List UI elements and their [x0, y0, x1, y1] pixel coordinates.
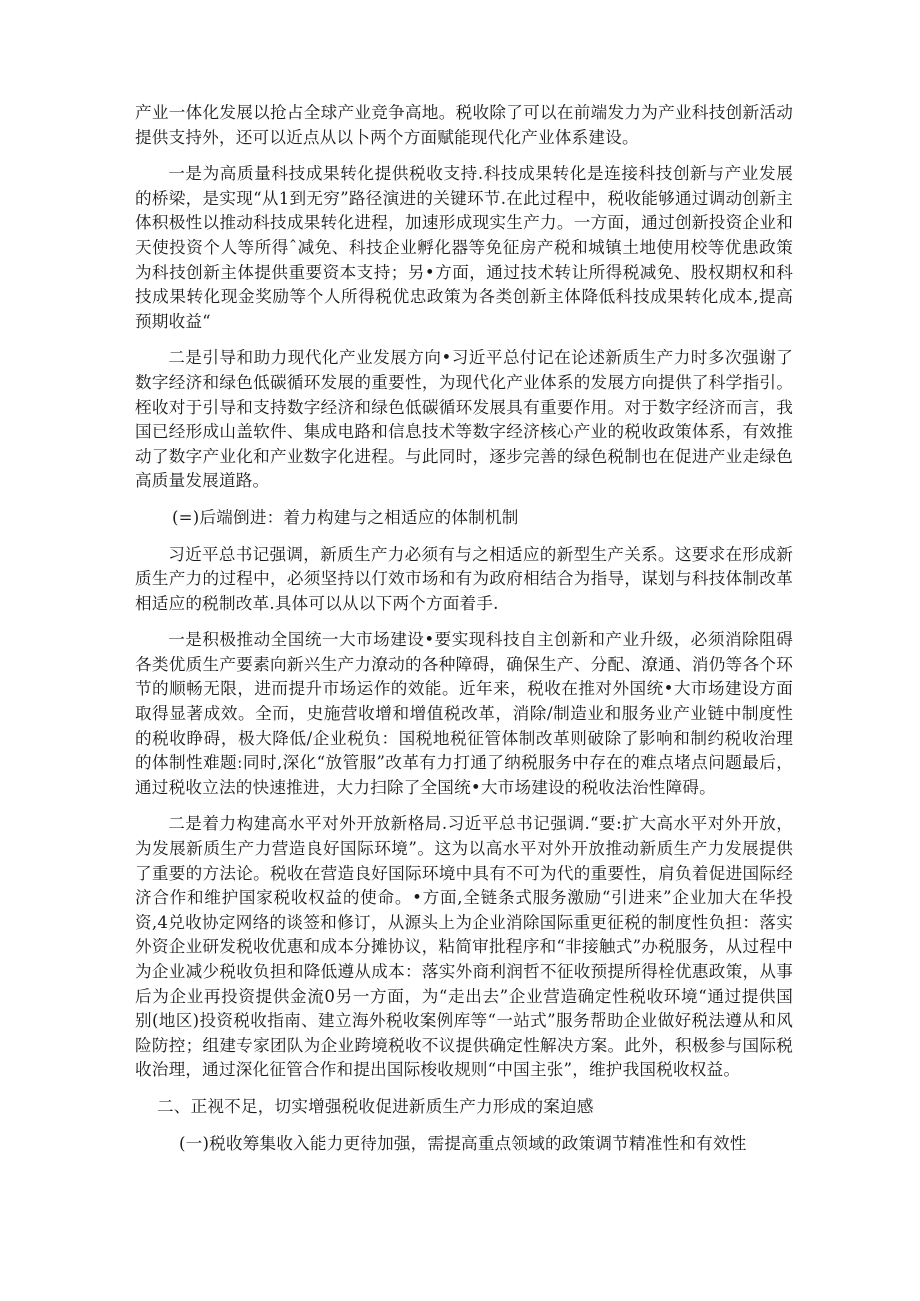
- section-heading-shortcomings: 二、正视不足，切实增强税收促进新质生产力形成的案迫感: [157, 1096, 594, 1116]
- paragraph-tech-transfer-support: 一是为高质量科技成果转化提供税收支持.科技成果转化是连接科技创新与产业发展的桥梁，是实现“从1到无穷”路径演进的关键环节.在此过程中，税收能够通过调动创新主体积极性以推动科技成果转化进程，加速形成现实生产力。一方面，通过创新投资企业和天使投资个人等所得ˆ减免、科技企业孵化器等免征房产税和城镇土地使用校等优患政策为科技创新主体提供重要资本支持；另•方面，通过技术转让所得税减免、股权期权和科技成果转化现金奖励等个人所得税优忠政策为各类创新主体降低科技成果转化成本,提高预期收益“: [135, 164, 793, 331]
- document-body: [135, 101, 793, 1156]
- paragraph-industry-direction: 二是引导和助力现代化产业发展方向•习近平总付记在论述新质生产力时多次强谢了数字经济和绿色低碳循环发展的重要性，为现代化产业体系的发展方向提供了科学指引。桎收对于引导和支持数字经济和绿色低碳循环发展具有重要作用。对于数字经济而言，我国已经形成山盖软件、集成电路和信息技术等数字经济核心产业的税收政策体系，有效推动了数字产业化和产业数字化进程。与此同时，逐步完善的绿色税制也在促进产业走绿色高质量发展道路。: [135, 348, 793, 491]
- subsection-heading-revenue: (一)税收筹集收入能力更待加强，需提高重点领域的政策调节精准性和有效性: [179, 1133, 747, 1153]
- section-heading-backend: (=)后端倒进：着力构建与之相适应的体制机制: [172, 507, 519, 527]
- paragraph-intro-continuation: 产业一体化发展以抢占全球产业竞争高地。税收除了可以在前端发力为产业科技创新活动提供支持外，还可以近点从以卜两个方面赋能现代化产业体系建设。: [135, 103, 793, 147]
- paragraph-production-relations: 习近平总书记强调，新质生产力必须有与之相适应的新型生产关系。这要求在形成新质生产力的过程中，必须坚持以仃效市场和有为政府相结合为指导，谋划与科技体制改革相适应的税制改革.具体可以从以下两个方面着手.: [135, 544, 793, 613]
- paragraph-opening-up: 二是着力构建高水平对外开放新格局.习近平总书记强调.“要:扩大高水平对外开放，为发展新质生产力营造良好国际环境”。这为以高水平对外开放推动新质生产力发展提供了重要的方法论。税收在营造良好国际环境中具有不可为代的重要性，肩负着促进国际经济合作和维护国家税收权益的使命。•方面,全链条式服务激励“引进来”企业加大在华投资,4兑收协定网络的谈签和修订，从源头上为企业消除国际重更征税的制度性负担：落实外资企业研发税收优惠和成本分摊协议，粘简审批程序和“非接触式”办税服务，从过程中为企业减少税收负担和降低遵从成本：落实外商利润哲不征收预提所得栓优惠政策，从事后为企业再投资提供金流0另一方面，为“走出去”企业营造确定性税收环境“通过提供国别(地区)投资税收指南、建立海外税收案例库等“一站式”服务帮助企业做好税法遵从和风险防控；组建专家团队为企业跨境税收不议提供确定性解决方案。此外，积极参与国际税收治理，通过深化征管合作和提出国际梭收规则“中国主张”，维护我国税收权益。: [135, 814, 793, 1080]
- paragraph-unified-market: 一是积极推动全国统一大市场建设•要实现科技自主创新和产业升级，必须消除阻碍各类优质生产要素向新兴生产力潦动的各种障碍，确保生产、分配、潦通、消仍等各个环节的顺畅无限，进而提升市场运作的效能。近年来，税收在推对外国统•大市场建设方面取得显著成效。全而，史施营收增和增值税改革，消除/制造业和服务业产业链中制度性的税收睁碍，极大降低/企业税负：国税地税征管体制改革则破除了影响和制约税收治理的体制性难题ː同时,深化“放管服”改革有力打通了纳税服务中存在的难点堵点问题最后，通过税收立法的快速推进，大力扫除了全国统•大市场建设的税收法治性障碍。: [135, 630, 793, 797]
